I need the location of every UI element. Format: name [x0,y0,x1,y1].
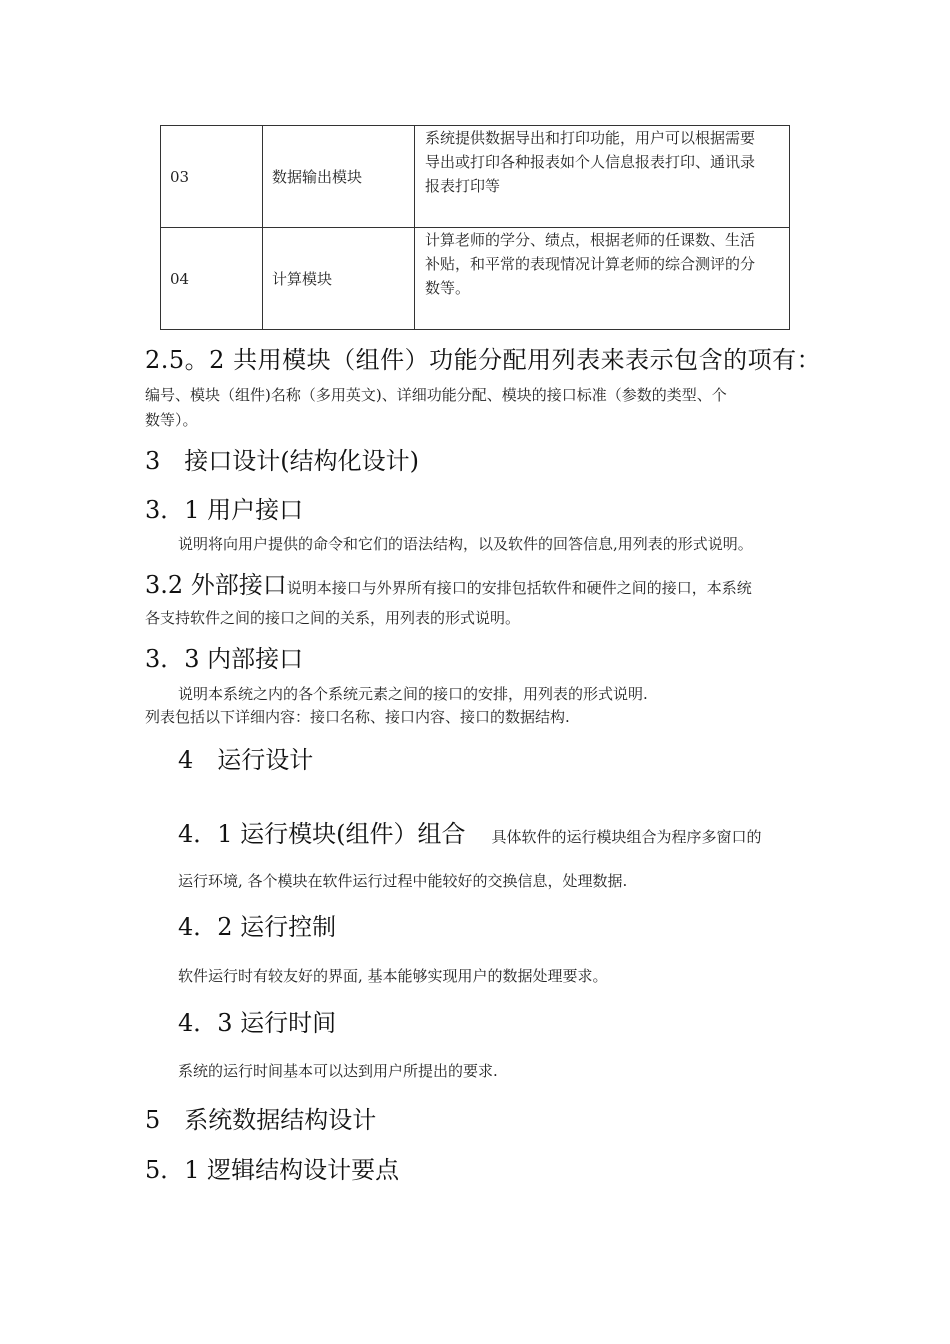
section-3-3-body-line: 说明本系统之内的各个系统元素之间的接口的安排，用列表的形式说明. [178,685,648,703]
section-2-5-2-body-line: 数等）。 [145,411,198,429]
module-number: 03 [161,126,263,228]
section-3-heading: 3 接口设计(结构化设计) [145,447,419,475]
section-4-3-body: 系统的运行时间基本可以达到用户所提出的要求. [178,1062,498,1080]
section-4-heading: 4 运行设计 [178,746,314,774]
module-name: 计算模块 [263,228,415,330]
section-5-1-heading: 5．1 逻辑结构设计要点 [145,1156,400,1184]
module-number: 04 [161,228,263,330]
section-3-2-line [145,565,752,600]
section-2-5-2-heading: 2.5。2 共用模块（组件）功能分配用列表来表示包含的项有： [145,346,822,374]
section-4-1-body: 具体软件的运行模块组合为程序多窗口的 [491,828,762,846]
section-3-3-body-line: 列表包括以下详细内容：接口名称、接口内容、接口的数据结构. [145,708,570,726]
section-4-1-body-line: 运行环境, 各个模块在软件运行过程中能较好的交换信息，处理数据. [178,872,628,890]
description-line: 数等。 [425,279,471,297]
section-3-1-body: 说明将向用户提供的命令和它们的语法结构，以及软件的回答信息,用列表的形式说明。 [178,535,753,553]
module-name: 数据输出模块 [263,126,415,228]
section-3-2-body: 说明本接口与外界所有接口的安排包括软件和硬件之间的接口，本系统 [286,579,752,597]
section-3-2-heading: 3.2 外部接口 [145,571,287,599]
module-table [160,125,790,330]
description-line: 补贴，和平常的表现情况计算老师的综合测评的分 [425,255,756,273]
module-description [415,126,790,228]
section-5-heading: 5 系统数据结构设计 [145,1106,377,1134]
table-row [161,228,790,330]
description-line: 系统提供数据导出和打印功能，用户可以根据需要 [425,129,756,147]
section-4-2-heading: 4．2 运行控制 [178,913,337,941]
section-4-2-body: 软件运行时有较友好的界面, 基本能够实现用户的数据处理要求。 [178,967,608,985]
section-4-1-heading: 4．1 运行模块(组件）组合 [178,820,466,848]
section-2-5-2-body-line: 编号、模块（组件)名称（多用英文)、详细功能分配、模块的接口标准（参数的类型、个 [145,386,727,404]
section-4-1-line [178,814,762,849]
module-description [415,228,790,330]
section-3-3-heading: 3．3 内部接口 [145,645,304,673]
description-line: 计算老师的学分、绩点，根据老师的任课数、生活 [425,231,756,249]
description-line: 报表打印等 [425,177,501,195]
section-4-3-heading: 4．3 运行时间 [178,1009,337,1037]
table-row [161,126,790,228]
section-3-2-body-line: 各支持软件之间的接口之间的关系，用列表的形式说明。 [145,609,521,627]
section-3-1-heading: 3．1 用户接口 [145,496,304,524]
description-line: 导出或打印各种报表如个人信息报表打印、通讯录 [425,153,756,171]
